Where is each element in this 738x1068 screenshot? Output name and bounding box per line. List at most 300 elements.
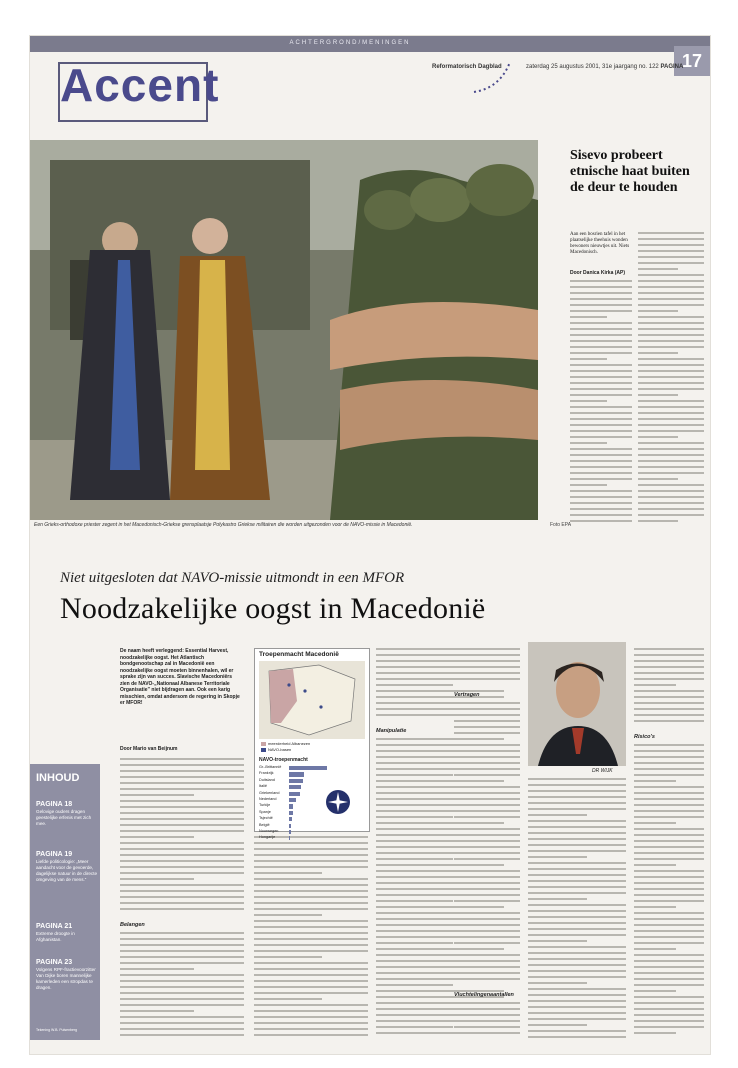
- text-line: [638, 478, 678, 480]
- troops-bar: [289, 811, 293, 815]
- article-headline: Noodzakelijke oogst in Macedonië: [60, 592, 486, 625]
- text-line: [528, 988, 626, 990]
- text-line: [634, 690, 704, 692]
- text-line: [120, 788, 244, 790]
- troops-bar: [289, 804, 293, 808]
- text-line: [634, 834, 704, 836]
- troops-bar: [289, 798, 296, 802]
- troops-country-label: Nederland: [259, 796, 277, 801]
- photo-caption: Een Grieks-orthodoxe priester zegent in het Macedonisch-Griekse grensplaatsje Polykastro Griekse militairen die worden uitgezonden voor de NAVO-missie in Macedonië.: [34, 522, 413, 528]
- text-line: [454, 906, 494, 908]
- article-column-2: [254, 836, 368, 1042]
- text-line: [634, 936, 704, 938]
- text-line: [454, 972, 520, 974]
- text-line: [634, 1014, 704, 1016]
- text-line: [570, 466, 632, 468]
- text-line: [454, 840, 520, 842]
- text-line: [254, 872, 322, 874]
- text-line: [528, 832, 626, 834]
- text-line: [454, 774, 520, 776]
- text-line: [570, 370, 632, 372]
- troops-bar: [289, 792, 300, 796]
- text-line: [634, 966, 704, 968]
- text-line: [634, 918, 704, 920]
- text-line: [638, 232, 704, 234]
- text-line: [638, 466, 704, 468]
- text-line: [634, 996, 704, 998]
- text-line: [638, 310, 678, 312]
- text-line: [454, 792, 520, 794]
- text-line: [570, 496, 632, 498]
- text-line: [254, 938, 368, 940]
- text-line: [528, 790, 626, 792]
- contents-item[interactable]: [36, 850, 98, 883]
- text-line: [120, 782, 244, 784]
- text-line: [454, 930, 520, 932]
- article-subhead: Manipulatie: [376, 728, 407, 734]
- text-line: [254, 1022, 368, 1024]
- text-line: [254, 884, 368, 886]
- text-line: [254, 902, 368, 904]
- text-line: [634, 876, 704, 878]
- troops-country-label: Griekenland: [259, 790, 280, 795]
- text-line: [634, 882, 704, 884]
- text-line: [638, 352, 678, 354]
- text-line: [570, 418, 632, 420]
- text-line: [120, 950, 244, 952]
- section-logo: Accent: [60, 59, 220, 111]
- text-line: [254, 1034, 368, 1036]
- text-line: [254, 1004, 368, 1006]
- text-line: [528, 958, 626, 960]
- text-line: [528, 970, 626, 972]
- troops-country-label: Tsjechië: [259, 816, 273, 821]
- text-line: [634, 1008, 704, 1010]
- text-line: [570, 490, 632, 492]
- text-line: [634, 810, 704, 812]
- text-line: [254, 950, 368, 952]
- text-line: [634, 708, 704, 710]
- text-line: [528, 940, 587, 942]
- text-line: [570, 424, 632, 426]
- text-line: [528, 862, 626, 864]
- text-line: [254, 860, 368, 862]
- troops-country-label: Italië: [259, 784, 268, 789]
- text-line: [638, 370, 704, 372]
- text-line: [120, 824, 244, 826]
- issue-date: zaterdag 25 augustus 2001, 31e jaargang no. 122: [526, 64, 659, 70]
- text-line: [528, 982, 587, 984]
- text-line: [120, 968, 194, 970]
- text-line: [120, 974, 244, 976]
- text-line: [638, 496, 704, 498]
- text-line: [638, 448, 704, 450]
- text-line: [570, 346, 632, 348]
- text-line: [528, 880, 626, 882]
- troops-country-label: Duitsland: [259, 777, 275, 782]
- photo-credit: Foto EPA: [550, 522, 572, 528]
- text-line: [454, 720, 520, 722]
- priests-and-soldiers-photo: [30, 140, 538, 520]
- text-line: [634, 954, 704, 956]
- text-line: [638, 430, 704, 432]
- contents-item[interactable]: [36, 958, 98, 991]
- text-line: [120, 1022, 244, 1024]
- text-line: [254, 944, 368, 946]
- text-line: [120, 818, 244, 820]
- text-line: [454, 1020, 520, 1022]
- text-line: [634, 768, 704, 770]
- text-line: [120, 1028, 244, 1030]
- text-line: [454, 942, 520, 944]
- text-line: [454, 966, 520, 968]
- text-line: [120, 932, 244, 934]
- text-line: [454, 954, 520, 956]
- text-line: [570, 508, 632, 510]
- text-line: [638, 376, 704, 378]
- text-line: [638, 256, 704, 258]
- text-line: [120, 830, 244, 832]
- text-line: [638, 328, 704, 330]
- text-line: [638, 364, 704, 366]
- text-line: [528, 802, 626, 804]
- text-line: [528, 892, 626, 894]
- text-line: [638, 400, 704, 402]
- text-line: [376, 690, 504, 692]
- article-column-5: [528, 778, 626, 1042]
- article-subhead: Vertragen: [454, 692, 480, 698]
- text-line: [454, 948, 494, 950]
- text-line: [634, 900, 704, 902]
- legend-albanians: [261, 741, 310, 746]
- dateline: [526, 64, 683, 70]
- text-line: [634, 786, 704, 788]
- text-line: [454, 834, 520, 836]
- text-line: [528, 994, 626, 996]
- text-line: [634, 912, 704, 914]
- text-line: [454, 1032, 520, 1034]
- contents-text: Extreme droogte in Afghanistan.: [36, 931, 75, 942]
- troops-bar: [289, 779, 303, 783]
- text-line: [570, 484, 607, 486]
- text-line: [454, 936, 520, 938]
- text-line: [528, 964, 626, 966]
- text-line: [120, 794, 194, 796]
- text-line: [528, 946, 626, 948]
- text-line: [454, 816, 520, 818]
- text-line: [450, 666, 520, 668]
- article-column-6a: [634, 648, 704, 730]
- text-line: [120, 806, 244, 808]
- text-line: [450, 678, 520, 680]
- text-line: [454, 726, 520, 728]
- main-photo: [30, 140, 538, 520]
- text-line: [638, 322, 704, 324]
- text-line: [634, 660, 704, 662]
- text-line: [570, 502, 632, 504]
- text-line: [570, 436, 632, 438]
- text-line: [254, 854, 368, 856]
- article-column-4b: [454, 702, 520, 988]
- text-line: [634, 648, 704, 650]
- sidebar-byline: Door Danica Kirka (AP): [570, 270, 626, 276]
- text-line: [570, 472, 632, 474]
- contents-page: PAGINA 23: [36, 959, 73, 966]
- text-line: [528, 874, 626, 876]
- section-label: ACHTERGROND/MENINGEN: [289, 40, 411, 46]
- text-line: [254, 866, 368, 868]
- text-line: [634, 840, 704, 842]
- text-line: [120, 758, 244, 760]
- text-line: [454, 702, 520, 704]
- text-line: [454, 708, 520, 710]
- troops-bar: [289, 817, 292, 821]
- text-line: [376, 900, 453, 902]
- text-line: [570, 520, 632, 522]
- text-line: [634, 696, 704, 698]
- text-line: [570, 292, 632, 294]
- text-line: [634, 1002, 704, 1004]
- text-line: [454, 762, 520, 764]
- text-line: [528, 844, 626, 846]
- text-line: [454, 714, 520, 716]
- text-line: [528, 886, 626, 888]
- text-line: [570, 442, 607, 444]
- text-line: [638, 340, 704, 342]
- text-line: [454, 900, 520, 902]
- article-kicker: Niet uitgesloten dat NAVO-missie uitmondt in een MFOR: [60, 570, 405, 586]
- text-line: [634, 702, 704, 704]
- troops-country-label: Frankrijk: [259, 771, 274, 776]
- text-line: [254, 1016, 368, 1018]
- text-line: [638, 514, 704, 516]
- page-label: PAGINA: [660, 64, 684, 70]
- text-line: [528, 814, 587, 816]
- text-line: [120, 1016, 244, 1018]
- text-line: [634, 858, 704, 860]
- text-line: [638, 382, 704, 384]
- text-line: [638, 244, 704, 246]
- text-line: [570, 460, 632, 462]
- macedonia-map: [259, 661, 365, 739]
- text-line: [638, 442, 704, 444]
- contents-text: Gelovige ouders dragen geestelijke erfenis met zich mee.: [36, 809, 92, 826]
- text-line: [528, 928, 626, 930]
- text-line: [454, 960, 520, 962]
- text-line: [638, 406, 704, 408]
- text-line: [528, 1000, 626, 1002]
- text-line: [454, 804, 520, 806]
- text-line: [638, 502, 704, 504]
- text-line: [634, 942, 704, 944]
- text-line: [120, 998, 244, 1000]
- text-line: [570, 298, 632, 300]
- troops-bar: [289, 766, 327, 770]
- text-line: [638, 262, 704, 264]
- text-line: [120, 848, 244, 850]
- text-line: [120, 866, 244, 868]
- page-number: 17: [674, 46, 710, 76]
- text-line: [254, 992, 368, 994]
- text-line: [120, 800, 244, 802]
- sidebar-column-2: [638, 232, 704, 530]
- contents-page: PAGINA 19: [36, 851, 73, 858]
- troops-country-label: Hongarije: [259, 835, 276, 840]
- text-line: [120, 992, 244, 994]
- text-line: [638, 334, 704, 336]
- text-line: [634, 780, 676, 782]
- text-line: [528, 838, 626, 840]
- text-line: [120, 938, 244, 940]
- text-line: [570, 448, 632, 450]
- text-line: [454, 798, 520, 800]
- legend-nato-bases: [261, 747, 291, 752]
- text-line: [254, 878, 368, 880]
- text-line: [570, 280, 632, 282]
- text-line: [120, 884, 244, 886]
- text-line: [376, 942, 453, 944]
- text-line: [528, 1006, 626, 1008]
- legend-swatch: [261, 748, 266, 752]
- text-line: [454, 822, 494, 824]
- text-line: [638, 274, 704, 276]
- contents-item[interactable]: [36, 800, 98, 827]
- text-line: [570, 310, 632, 312]
- text-line: [634, 972, 704, 974]
- text-line: [634, 852, 704, 854]
- text-line: [634, 798, 704, 800]
- troops-bar: [289, 824, 291, 828]
- text-line: [570, 382, 632, 384]
- text-line: [570, 340, 632, 342]
- text-line: [254, 842, 368, 844]
- text-line: [454, 810, 520, 812]
- text-line: [634, 948, 676, 950]
- text-line: [638, 316, 704, 318]
- troops-country-label: Spanje: [259, 809, 271, 814]
- text-line: [570, 286, 632, 288]
- text-line: [638, 388, 704, 390]
- text-line: [638, 346, 704, 348]
- contents-text: Volgens RPF-fractievoorzitter Van Dijke boren mannelijke kamerleden een stropdas te dragen.: [36, 967, 96, 990]
- text-line: [454, 852, 520, 854]
- text-line: [528, 934, 626, 936]
- text-line: [454, 768, 520, 770]
- text-line: [634, 888, 704, 890]
- text-line: [454, 786, 520, 788]
- text-line: [528, 868, 626, 870]
- text-line: [528, 1012, 626, 1014]
- text-line: [634, 792, 704, 794]
- troops-chart-title: NAVO-troepenmacht: [259, 757, 308, 763]
- article-subhead: Vluchtelingenaantallen: [454, 992, 514, 998]
- text-line: [376, 774, 453, 776]
- text-line: [634, 864, 676, 866]
- text-line: [570, 328, 632, 330]
- text-line: [638, 436, 678, 438]
- troops-bar: [289, 772, 304, 776]
- text-line: [570, 394, 632, 396]
- text-line: [120, 812, 244, 814]
- text-line: [638, 292, 704, 294]
- contents-item[interactable]: [36, 922, 98, 943]
- text-line: [634, 816, 704, 818]
- text-line: [634, 678, 704, 680]
- text-line: [454, 846, 520, 848]
- text-line: [254, 986, 368, 988]
- article-subhead: Risico's: [634, 734, 655, 740]
- article-column-1: [120, 758, 244, 918]
- portrait-caption: DR WIJK: [592, 768, 613, 774]
- text-line: [528, 976, 626, 978]
- text-line: [120, 842, 244, 844]
- text-line: [528, 952, 626, 954]
- text-line: [634, 978, 704, 980]
- text-line: [638, 454, 704, 456]
- text-line: [634, 774, 704, 776]
- text-line: [528, 1018, 626, 1020]
- text-line: [120, 872, 244, 874]
- text-line: [454, 780, 494, 782]
- text-line: [634, 654, 704, 656]
- troops-bar: [289, 830, 291, 834]
- text-line: [570, 352, 632, 354]
- text-line: [570, 388, 632, 390]
- text-line: [634, 804, 704, 806]
- text-line: [454, 864, 494, 866]
- contents-page: PAGINA 21: [36, 923, 73, 930]
- article-byline: Door Mario van Beijnum: [120, 746, 178, 752]
- text-line: [570, 412, 632, 414]
- text-line: [634, 984, 704, 986]
- text-line: [634, 822, 676, 824]
- text-line: [634, 744, 704, 746]
- text-line: [120, 878, 194, 880]
- text-line: [528, 778, 626, 780]
- newspaper-name: Reformatorisch Dagblad: [432, 64, 502, 70]
- text-line: [528, 910, 626, 912]
- text-line: [450, 660, 520, 662]
- text-line: [454, 912, 520, 914]
- troops-country-label: Gr.-Brittannië: [259, 765, 282, 769]
- text-line: [454, 744, 520, 746]
- text-line: [634, 894, 704, 896]
- text-line: [454, 828, 520, 830]
- text-line: [634, 924, 704, 926]
- text-line: [376, 684, 453, 686]
- nato-emblem-icon: [325, 789, 351, 815]
- text-line: [454, 888, 520, 890]
- text-line: [528, 784, 626, 786]
- contents-text: Liefde politicologie: „Meer aandacht voor de gevoerde, dagelijkse natuur in de directe omgeving van de mens.”: [36, 859, 98, 882]
- text-line: [570, 358, 607, 360]
- newspaper-page: [30, 36, 710, 1054]
- text-line: [120, 962, 244, 964]
- text-line: [634, 756, 704, 758]
- text-line: [638, 490, 704, 492]
- troops-infographic: [254, 648, 370, 840]
- text-line: [570, 316, 607, 318]
- text-line: [634, 990, 676, 992]
- sidebar-column-1: [570, 280, 632, 530]
- text-line: [528, 820, 626, 822]
- text-line: [120, 986, 244, 988]
- text-line: [254, 890, 368, 892]
- text-line: [570, 322, 632, 324]
- text-line: [634, 870, 704, 872]
- text-line: [634, 720, 704, 722]
- text-line: [638, 412, 704, 414]
